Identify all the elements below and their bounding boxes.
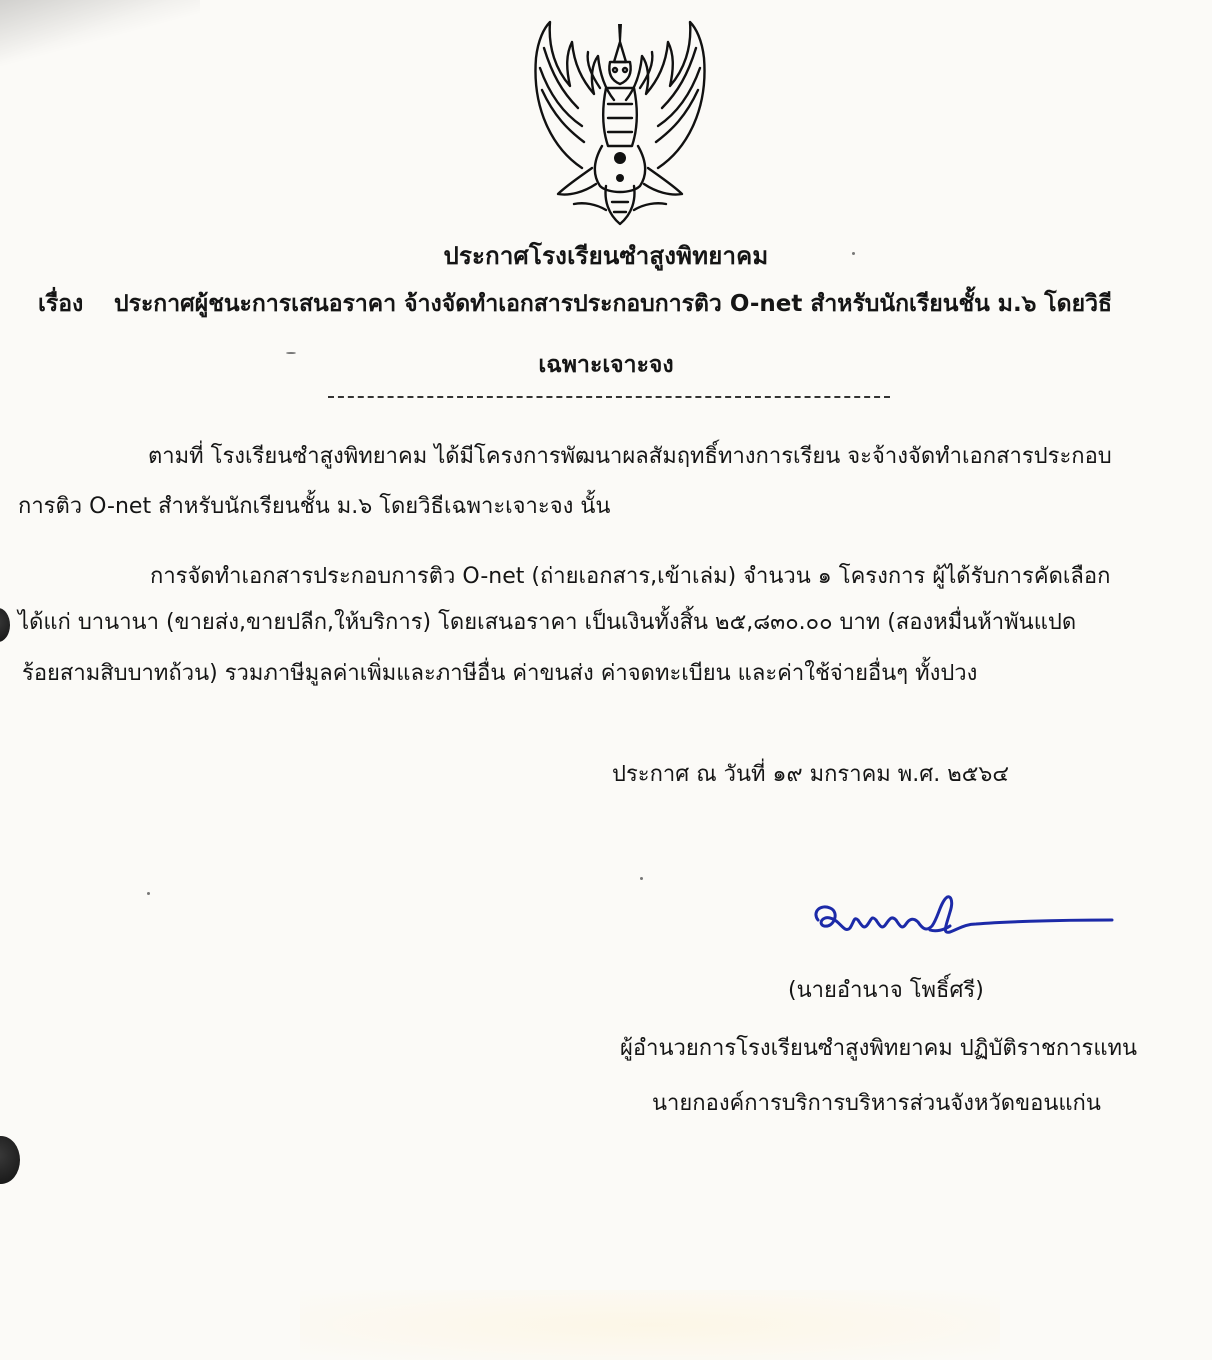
handwritten-signature <box>810 890 1120 950</box>
subject-text: ประกาศผู้ชนะการเสนอราคา จ้างจัดทำเอกสารประกอบการติว O-net สำหรับนักเรียนชั้น ม.๖ โดยวิธี <box>114 291 1113 317</box>
announcement-date: ประกาศ ณ วันที่ ๑๙ มกราคม พ.ศ. ๒๕๖๔ <box>612 762 1010 787</box>
scan-speck <box>852 252 855 255</box>
paragraph-2-line-3: ร้อยสามสิบบาทถ้วน) รวมภาษีมูลค่าเพิ่มและภาษีอื่น ค่าขนส่ง ค่าจดทะเบียน และค่าใช้จ่ายอื่นๆ ทั้งปวง <box>22 661 978 686</box>
scan-speck <box>147 892 150 895</box>
punch-hole-mark <box>0 608 10 642</box>
scan-speck <box>286 352 296 354</box>
paragraph-2-line-2: ได้แก่ บานานา (ขายส่ง,ขายปลีก,ให้บริการ) โดยเสนอราคา เป็นเงินทั้งสิ้น ๒๕,๘๓๐.๐๐ บาท (สองหมื่นห้าพันแปด <box>18 610 1077 635</box>
paragraph-1-line-1: ตามที่ โรงเรียนซำสูงพิทยาคม ได้มีโครงการพัฒนาผลสัมฤทธิ์ทางการเรียน จะจ้างจัดทำเอกสารประกอบ <box>148 444 1112 469</box>
paragraph-1-line-2: การติว O-net สำหรับนักเรียนชั้น ม.๖ โดยวิธีเฉพาะเจาะจง นั้น <box>18 494 611 519</box>
document-title: ประกาศโรงเรียนซำสูงพิทยาคม <box>443 242 769 270</box>
dashed-divider <box>328 396 890 398</box>
signer-name: (นายอำนาจ โพธิ์ศรี) <box>788 978 984 1003</box>
garuda-emblem-icon <box>522 18 718 232</box>
subject-label: เรื่อง <box>38 291 84 317</box>
paragraph-2-line-1: การจัดทำเอกสารประกอบการติว O-net (ถ่ายเอกสาร,เข้าเล่ม) จำนวน ๑ โครงการ ผู้ได้รับการคัดเลือก <box>150 564 1111 589</box>
signer-position-1: ผู้อำนวยการโรงเรียนซำสูงพิทยาคม ปฏิบัติราชการแทน <box>620 1036 1138 1061</box>
scan-shadow <box>0 0 200 70</box>
subject-line <box>38 286 1188 322</box>
scan-speck <box>640 877 643 880</box>
punch-hole-mark <box>0 1136 20 1184</box>
signer-position-2: นายกองค์การบริการบริหารส่วนจังหวัดขอนแก่น <box>652 1091 1101 1116</box>
subject-continuation: เฉพาะเจาะจง <box>538 352 674 378</box>
scan-light-glow <box>300 1290 1000 1360</box>
